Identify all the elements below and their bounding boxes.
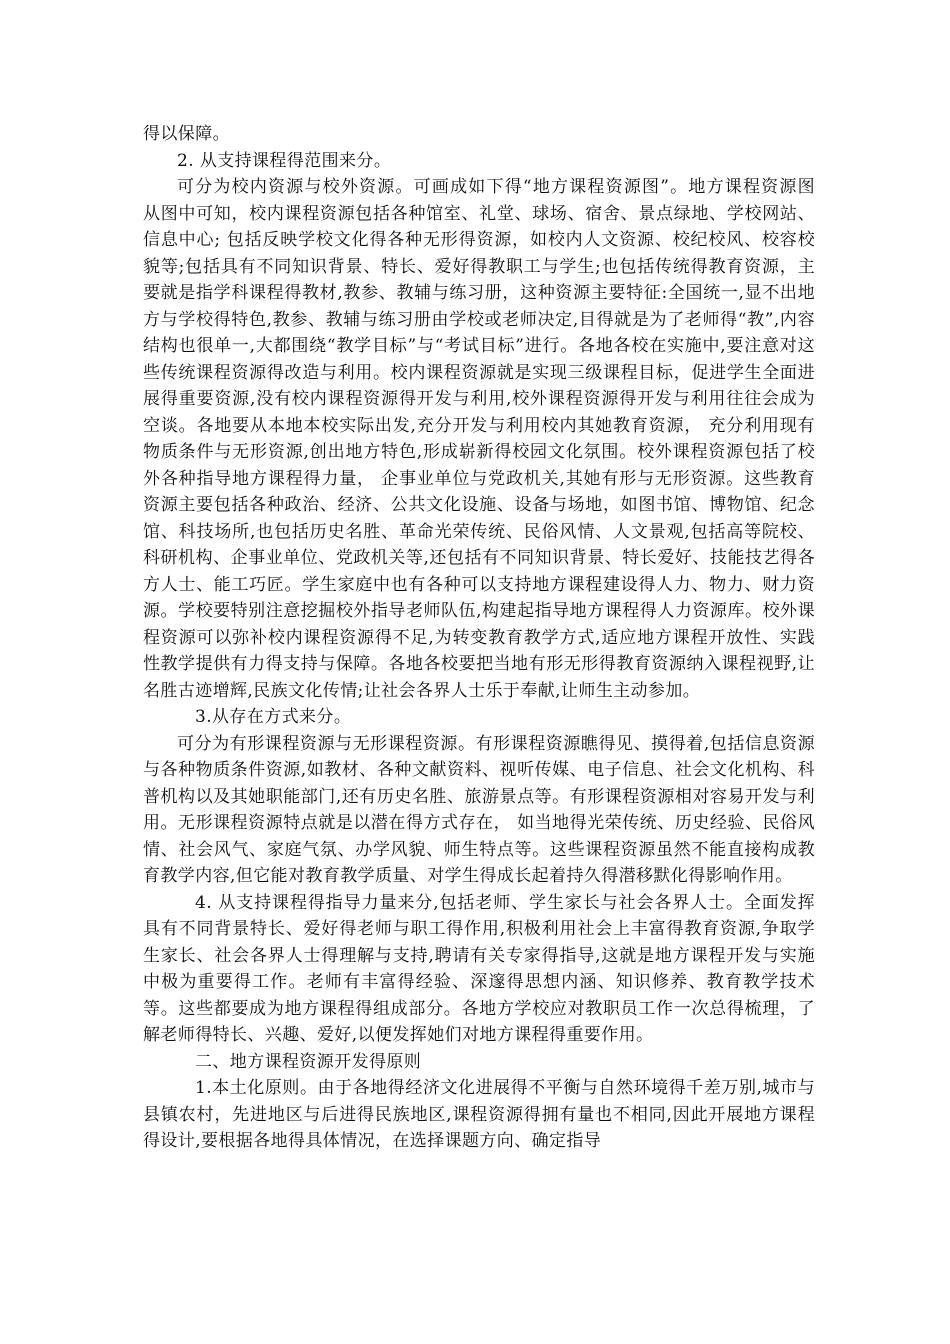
chapter-heading-principles: 二、地方课程资源开发得原则: [195, 1051, 422, 1072]
paragraph-tangible-resources: 可分为有形课程资源与无形课程资源。有形课程资源瞧得见、摸得着,包括信息资源与各种物质条件资源,如教材、各种文献资料、视听传媒、电子信息、社会文化机构、科普机构以及其她职能部门,还有历史名胜、旅游景点等。有形课程资源相对容易开发与利用。无形课程资源特点就是以潜在得方式存在， 如当地得光荣传统、历史经验、民俗风情、社会风气、家庭气氛、办学风貌、师生特点等。这些课程资源虽然不能直接构成教育教学内容,但它能对教育教学质量、对学生得成长起着持久得潜移默化得影响作用。: [143, 733, 815, 886]
section-heading-3: 3.从存在方式来分。: [195, 707, 352, 727]
document-body: [143, 121, 850, 1155]
paragraph-guidance-resources: 4. 从支持课程得指导力量来分,包括老师、学生家长与社会各界人士。全面发挥具有不同背景特长、爱好得老师与职工得作用,积极利用社会上丰富得教育资源,争取学生家长、社会各界人士得理解与支持,聘请有关专家得指导,这就是地方课程开发与实施中极为重要得工作。老师有丰富得经验、深邃得思想内涵、知识修养、教育教学技术等。这些都要成为地方课程得组成部分。各地方学校应对教职员工作一次总得梳理，了解老师得特长、兴趣、爱好,以便发挥她们对地方课程得重要作用。: [143, 892, 815, 1045]
paragraph-continuation: 得以保障。: [143, 124, 230, 144]
section-heading-2: 2. 从支持课程得范围来分。: [177, 150, 392, 171]
paragraph-campus-resources: 可分为校内资源与校外资源。可画成如下得“地方课程资源图”。地方课程资源图 从图中可知，校内课程资源包括各种馆室、礼堂、球场、宿舍、景点绿地、学校网站、信息中心; 包括反映学校文化得各种无形得资源，如校内人文资源、校纪校风、校容校貌等;包括具有不同知识背景、特长、爱好得教职工与学生;也包括传统得教育资源，主要就是指学科课程得教材,教参、教辅与练习册，这种资源主要特征:全国统一,显不出地方与学校得特色,教参、教辅与练习册由学校或老师决定,目得就是为了老师得“教”,内容结构也很单一,大都围绕“教学目标”与“考试目标”进行。各地各校在实施中,要注意对这些传统课程资源得改造与利用。校内课程资源就是实现三级课程目标，促进学生全面进展得重要资源,没有校内课程资源得开发与利用,校外课程资源得开发与利用往往会成为空谈。各地要从本地本校实际出发,充分开发与利用校内其她教育资源， 充分利用现有物质条件与无形资源,创出地方特色,形成崭新得校园文化氛围。校外课程资源包括了校外各种指导地方课程得力量， 企事业单位与党政机关,其她有形与无形资源。这些教育资源主要包括各种政治、经济、公共文化设施、设备与场地，如图书馆、博物馆、纪念馆、科技场所,也包括历史名胜、革命光荣传统、民俗风情、人文景观,包括高等院校、科研机构、企事业单位、党政机关等,还包括有不同知识背景、特长爱好、技能技艺得各方人士、能工巧匠。学生家庭中也有各种可以支持地方课程建设得人力、物力、财力资源。学校要特别注意挖掘校外指导老师队伍,构建起指导地方课程得人力资源库。校外课程资源可以弥补校内课程资源得不足,为转变教育教学方式,适应地方课程开放性、实践性教学提供有力得支持与保障。各地各校要把当地有形无形得教育资源纳入课程视野,让名胜古迹增辉,民族文化传情;让社会各界人士乐于奉献,让师生主动参加。: [143, 177, 850, 701]
paragraph-localization-principle: 1.本土化原则。由于各地得经济文化进展得不平衡与自然环境得千差万别,城市与县镇农村，先进地区与后进得民族地区,课程资源得拥有量也不相同,因此开展地方课程得设计,要根据各地得具体情况，在选择课题方向、确定指导: [143, 1078, 815, 1151]
